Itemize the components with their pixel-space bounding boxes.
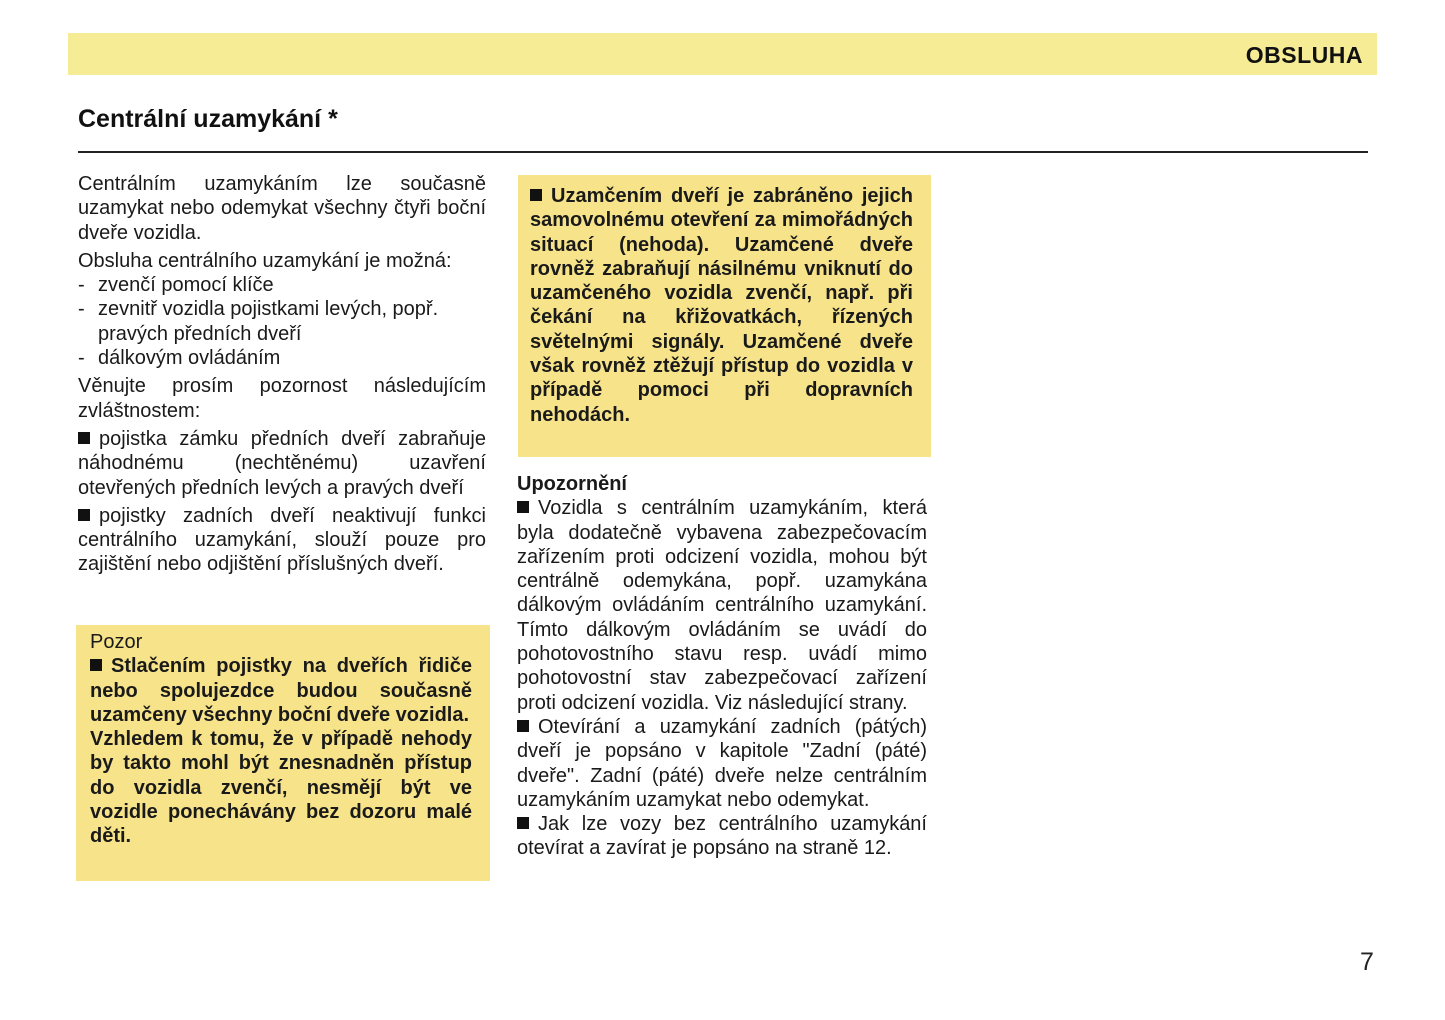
square-bullet-icon [517,720,529,732]
list-item: - dálkovým ovládáním [78,346,486,370]
square-bullet-icon [78,432,90,444]
safety-text: Uzamčením dveří je zabráněno jejich samovolnému otevření za mimořádných situací (nehoda). Uzamčené dveře rovněž zabraňují násilnému vniknutí do uzamčeného vozidla zvenčí, např. při čekání na křižovatkách, řízených světelnými signály. Uzamčené dveře však rovněž ztěžují přístup do vozidla v případě pomoci při dopravních nehodách. [530,185,913,426]
safety-paragraph [530,184,913,427]
operation-list [78,273,486,370]
notice-bullet-text: Jak lze vozy bez centrálního uzamykání otevírat a zavírat je popsáno na straně 12. [517,813,927,860]
safety-box [518,175,931,457]
page-number: 7 [1360,948,1374,976]
bullet-paragraph [78,427,486,500]
warning-title: Pozor [90,631,143,653]
header-band [68,33,1377,75]
bullet-text: pojistka zámku předních dveří zabraňuje náhodnému (nechtěnému) uzavření otevřených předních levých a pravých dveří [78,427,486,499]
notice-bullet-text: Otevírání a uzamykání zadních (pátých) dveří je popsáno v kapitole "Zadní (páté) dveře". Zadní (páté) dveře nelze centrálním uzamykáním uzamykat nebo odemykat. [517,715,927,811]
page-title: Centrální uzamykání * [78,105,338,133]
notice-bullet [517,496,927,715]
operation-label: Obsluha centrálního uzamykání je možná: [78,249,452,272]
bullet-text: pojistky zadních dveří neaktivují funkci centrálního uzamykání, slouží pouze pro zajištění nebo odjištění příslušných dveří. [78,504,486,576]
notice-bullet [517,812,927,861]
list-item: - zevnitř vozidla pojistkami levých, popř. pravých předních dveří [78,297,486,346]
attention-paragraph: Věnujte prosím pozornost následujícím zvláštnostem: [78,375,486,422]
warning-bullet-text: Stlačením pojistky na dveřích řidiče nebo spolujezdce budou současně uzamčeny všechny boční dveře vozidla. [90,655,472,726]
title-divider [78,151,1368,153]
list-item: - zvenčí pomocí klíče [78,273,486,297]
intro-paragraph: Centrálním uzamykáním lze současně uzamykat nebo odemykat všechny čtyři boční dveře vozidla. [78,173,486,244]
notice-column [517,472,927,861]
bullet-paragraph [78,504,486,577]
left-column [78,172,486,581]
square-bullet-icon [517,501,529,513]
warning-bullet [90,654,472,727]
square-bullet-icon [530,189,542,201]
square-bullet-icon [78,509,90,521]
notice-bullet [517,715,927,812]
square-bullet-icon [517,817,529,829]
warning-text: Vzhledem k tomu, že v případě nehody by takto mohl být znesnadněn přístup do vozidla zvenčí, nesmějí být ve vozidle ponechávány bez dozoru malé děti. [90,728,472,848]
square-bullet-icon [90,659,102,671]
section-label: OBSLUHA [1245,42,1363,68]
warning-box [76,625,490,881]
notice-bullet-text: Vozidla s centrálním uzamykáním, která byla dodatečně vybavena zabezpečovacím zařízením proti odcizení vozidla, mohou být centrálně odemykána, popř. uzamykána dálkovým ovládáním centrálního uzamykání. Tímto dálkovým ovládáním se uvádí do pohotovostního stavu resp. uvádí mimo pohotovostní stav zabezpečovací zařízení proti odcizení vozidla. Viz následující strany. [517,497,927,714]
notice-title: Upozornění [517,473,627,495]
